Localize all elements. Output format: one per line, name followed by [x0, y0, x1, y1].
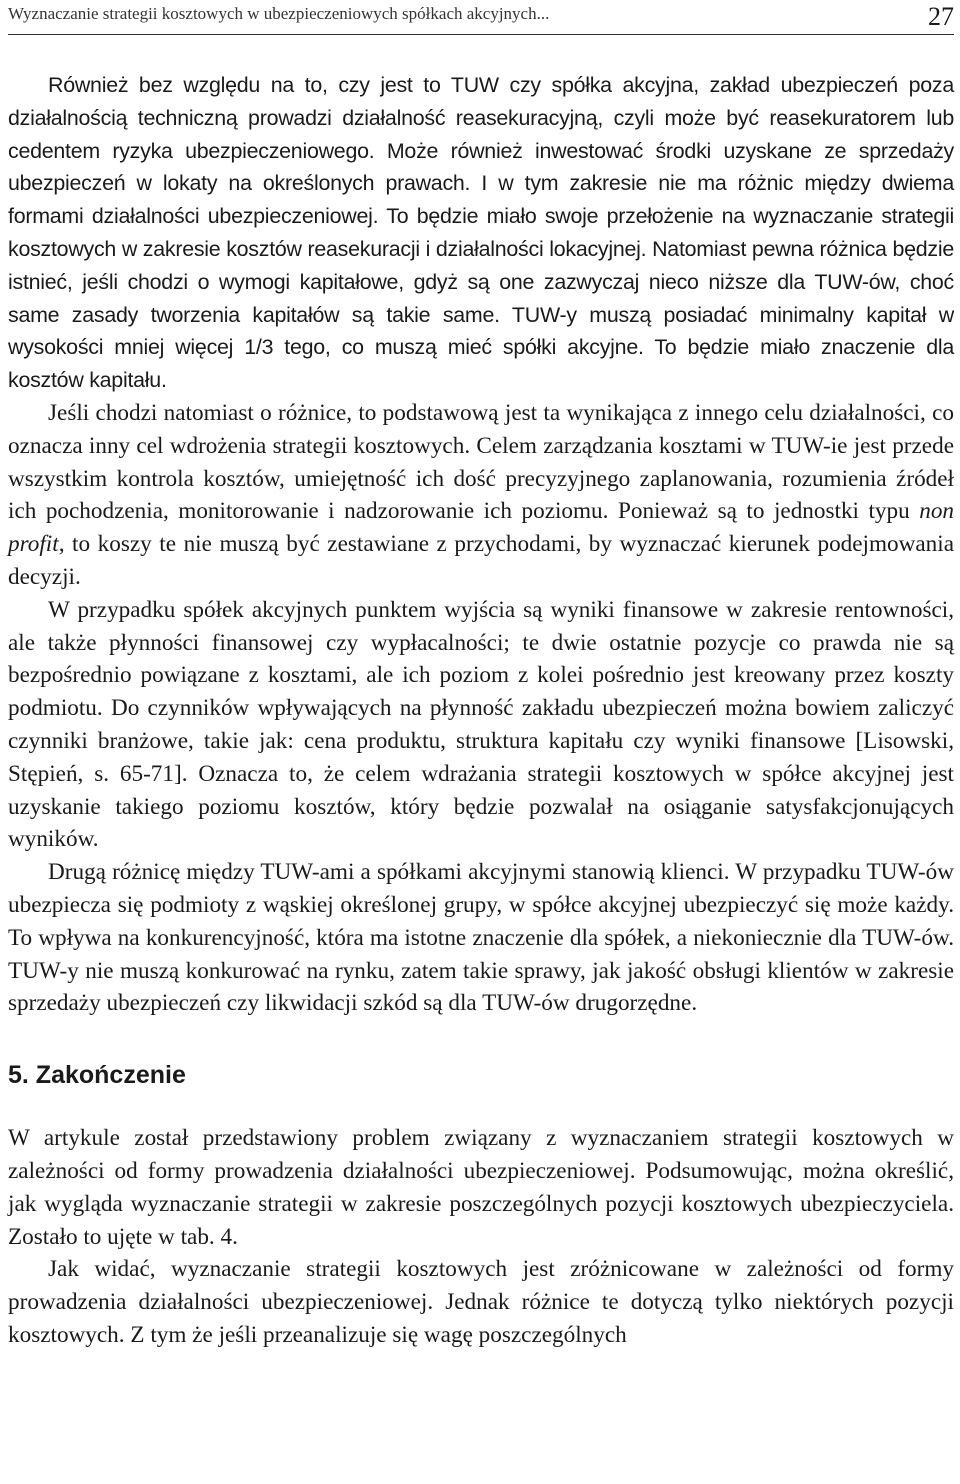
running-header: [8, 0, 954, 35]
italic-term: non profit: [8, 498, 954, 558]
paragraph: W przypadku spółek akcyjnych punktem wyjścia są wyniki finansowe w zakresie rentowności, ale także płynności finansowej czy wypłacalności; te dwie ostatnie pozycje co prawda nie są bezpośrednio powiązane z kosztami, ale ich poziom z kolei pośrednio jest kreowany przez koszty podmiotu. Do czynników wpływających na płynność zakładu ubezpieczeń można bowiem zaliczyć czynniki branżowe, takie jak: cena produktu, struktura kapitału czy wyniki finansowe [Lisowski, Stępień, s. 65-71]. Oznacza to, że celem wdrażania strategii kosztowych w spółce akcyjnej jest uzyskanie takiego poziomu kosztów, który będzie pozwalał na osiąganie satysfakcjonujących wyników.: [8, 596, 954, 853]
paragraph: [8, 397, 954, 594]
paragraph: Również bez względu na to, czy jest to TUW czy spółka akcyjna, zakład ubezpieczeń poza działalnością techniczną prowadzi działalność reasekuracyjną, czyli może być reasekuratorem lub cedentem ryzyka ubezpieczeniowego. Może również inwestować środki uzyskane ze sprzedaży ubezpieczeń w lokaty na określonych prawach. I w tym zakresie nie ma różnic między dwiema formami działalności ubezpieczeniowej. To będzie miało swoje przełożenie na wyznaczanie strategii kosztowych w zakresie kosztów reasekuracji i działalności lokacyjnej. Natomiast pewna różnica będzie istnieć, jeśli chodzi o wymogi kapitałowe, gdyż są one zazwyczaj nieco niższe dla TUW-ów, choć same zasady tworzenia kapitałów są takie same. TUW-y muszą posiadać minimalny kapitał w wysokości mniej więcej 1/3 tego, co muszą mieć spółki akcyjne. To będzie miało znaczenie dla kosztów kapitału.: [8, 73, 954, 393]
paragraph-text: Jeśli chodzi natomiast o różnice, to podstawową jest ta wynikająca z innego celu działalności, co oznacza inny cel wdrożenia strategii kosztowych. Celem zarządzania kosztami w TUW-ie jest przede wszystkim kontrola kosztów, umiejętność ich dość precyzyjnego zaplanowania, rozumienia źródeł ich pochodzenia, monitorowanie i nadzorowanie ich poziomu. Ponieważ są to jednostki typu: [8, 399, 954, 525]
paragraph: W artykule został przedstawiony problem związany z wyznaczaniem strategii kosztowych w zależności od formy prowadzenia działalności ubezpieczeniowej. Podsumowując, można określić, jak wygląda wyznaczanie strategii w zakresie poszczególnych pozycji kosztowych ubezpieczyciela. Zostało to ujęte w tab. 4.: [8, 1125, 954, 1250]
page-number: 27: [928, 2, 954, 31]
paragraph: Drugą różnicę między TUW-ami a spółkami akcyjnymi stanowią klienci. W przypadku TUW-ów ubezpiecza się podmioty z wąskiej określonej grupy, w spółce akcyjnej ubezpieczyć się może każdy. To wpływa na konkurencyjność, która ma istotne znaczenie dla spółek, a niekoniecznie dla TUW-ów. TUW-y nie muszą konkurować na rynku, zatem takie sprawy, jak jakość obsługi klientów w zakresie sprzedaży ubezpieczeń czy likwidacji szkód są dla TUW-ów drugorzędne.: [8, 859, 954, 1017]
document-page: [8, 0, 954, 1352]
body-text: [8, 69, 954, 1352]
paragraph-text: , to koszy te nie muszą być zestawiane z przychodami, by wyznaczać kierunek podejmowania decyzji.: [8, 531, 954, 590]
section-heading: 5. Zakończenie: [8, 1061, 186, 1090]
running-title: Wyznaczanie strategii kosztowych w ubezpieczeniowych spółkach akcyjnych...: [8, 4, 550, 23]
paragraph: Jak widać, wyznaczanie strategii kosztowych jest zróżnicowane w zależności od formy prowadzenia działalności ubezpieczeniowej. Jednak różnice te dotyczą tylko niektórych pozycji kosztowych. Z tym że jeśli przeanalizuje się wagę poszczególnych: [8, 1256, 954, 1348]
